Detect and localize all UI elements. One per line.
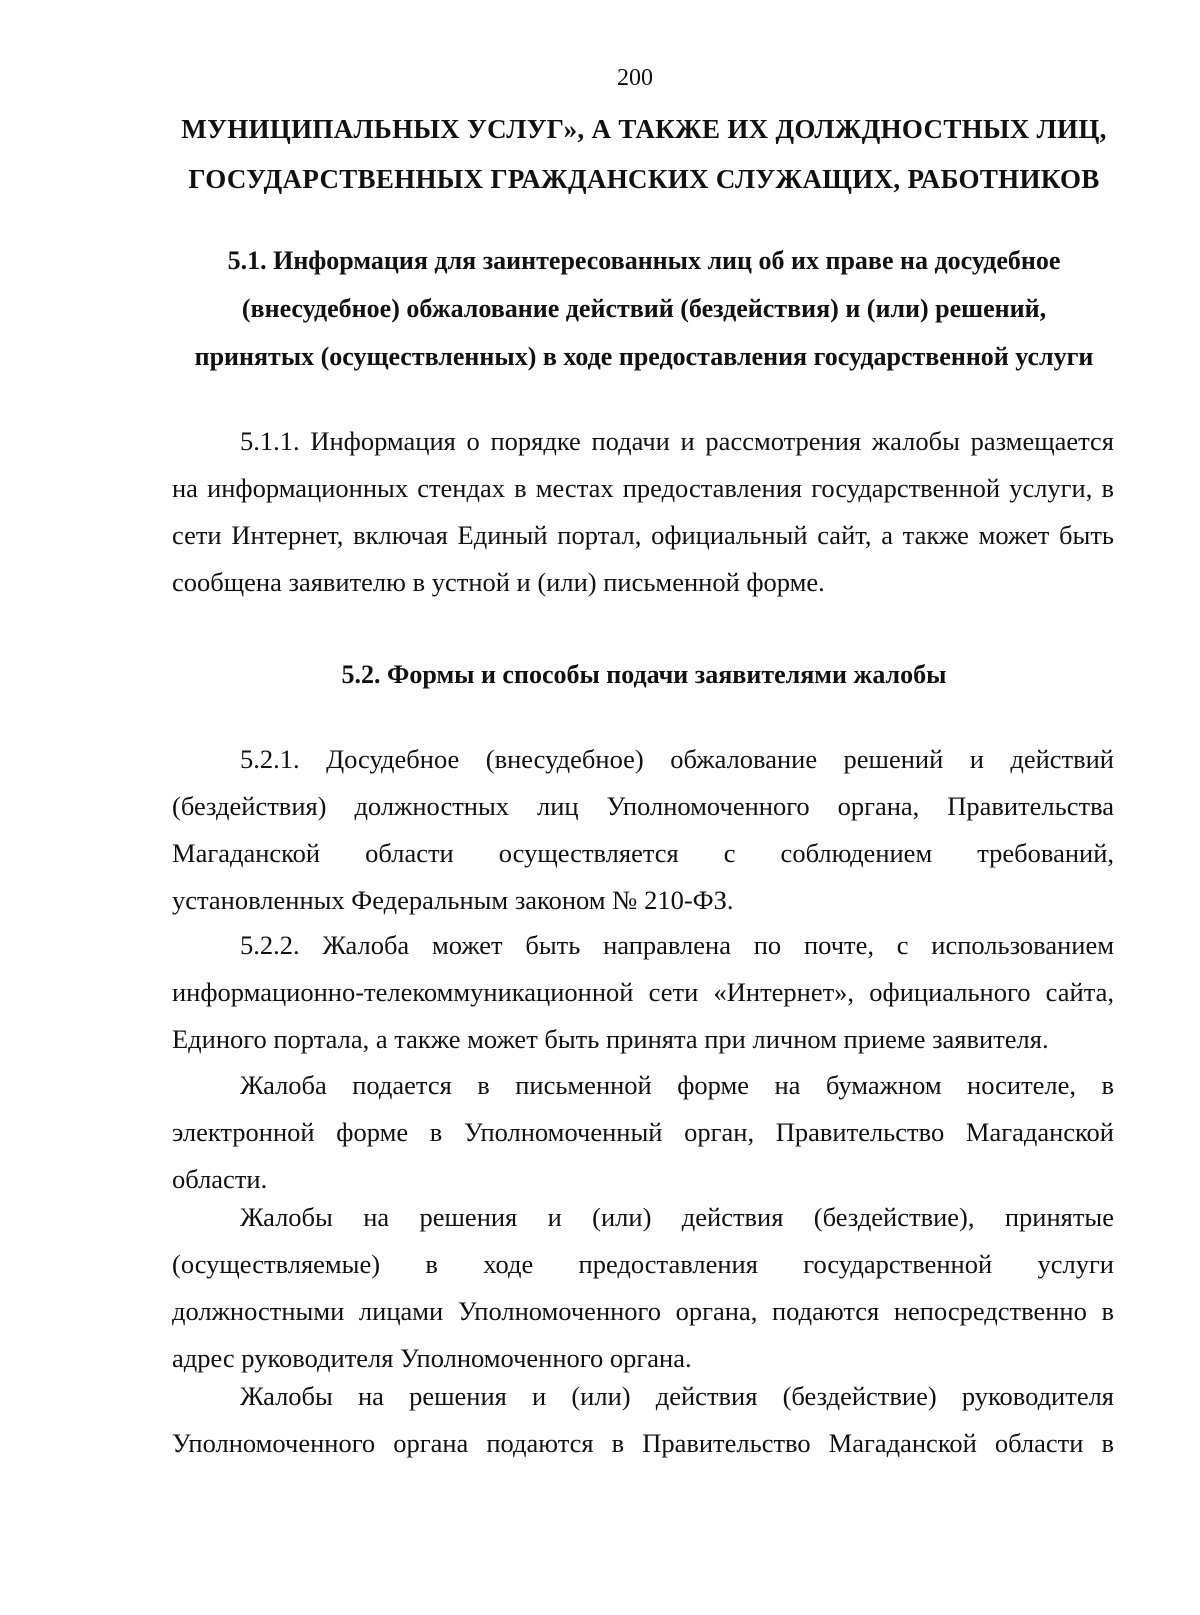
heading-5-1 xyxy=(170,237,1118,381)
paragraph-complaints-head xyxy=(172,1373,1114,1467)
paragraph-line: Уполномоченного органа подаются в Правительство Магаданской области в xyxy=(172,1428,1114,1458)
heading-5-1-line-3: принятых (осуществленных) в ходе предоставления государственной услуги xyxy=(194,342,1094,371)
paragraph-line: адрес руководителя Уполномоченного органа. xyxy=(172,1343,692,1373)
paragraph-line: (бездействия) должностных лиц Уполномоченного органа, Правительства xyxy=(172,791,1114,821)
paragraph-5-2-1 xyxy=(172,736,1114,924)
paragraph-line: Жалобы на решения и (или) действия (бездействие), принятые xyxy=(240,1202,1114,1232)
paragraph-line: электронной форме в Уполномоченный орган, Правительство Магаданской xyxy=(172,1117,1114,1147)
paragraph-complaints-officials xyxy=(172,1194,1114,1382)
section-title-line-2: ГОСУДАРСТВЕННЫХ ГРАЖДАНСКИХ СЛУЖАЩИХ, РАБОТНИКОВ xyxy=(188,164,1100,194)
heading-5-1-line-2: (внесудебное) обжалование действий (бездействия) и (или) решений, xyxy=(241,294,1047,323)
paragraph-line: Жалобы на решения и (или) действия (бездействие) руководителя xyxy=(240,1381,1114,1411)
paragraph-line: на информационных стендах в местах предоставления государственной услуги, в xyxy=(172,473,1114,503)
section-title xyxy=(170,104,1118,204)
paragraph-line: информационно-телекоммуникационной сети «Интернет», официального сайта, xyxy=(172,977,1114,1007)
paragraph-line: сети Интернет, включая Единый портал, официальный сайт, а также может быть xyxy=(172,520,1114,550)
paragraph-line: области. xyxy=(172,1164,268,1194)
paragraph-line: 5.1.1. Информация о порядке подачи и рассмотрения жалобы размещается xyxy=(240,426,1114,456)
paragraph-line: 5.2.2. Жалоба может быть направлена по почте, с использованием xyxy=(240,930,1114,960)
paragraph-complaint-submission xyxy=(172,1062,1114,1203)
section-title-line-1: МУНИЦИПАЛЬНЫХ УСЛУГ», А ТАКЖЕ ИХ ДОЛЖДНОСТНЫХ ЛИЦ, xyxy=(181,114,1107,144)
heading-5-2: 5.2. Формы и способы подачи заявителями жалобы xyxy=(341,660,947,689)
page-number: 200 xyxy=(617,65,653,91)
paragraph-5-1-1 xyxy=(172,418,1114,606)
paragraph-5-2-2 xyxy=(172,922,1114,1063)
heading-5-1-line-1: 5.1. Информация для заинтересованных лиц об их праве на досудебное xyxy=(227,246,1061,275)
paragraph-line: Магаданской области осуществляется с соблюдением требований, xyxy=(172,838,1114,868)
paragraph-line: Жалоба подается в письменной форме на бумажном носителе, в xyxy=(240,1070,1114,1100)
paragraph-line: должностными лицами Уполномоченного органа, подаются непосредственно в xyxy=(172,1296,1114,1326)
paragraph-line: Единого портала, а также может быть принята при личном приеме заявителя. xyxy=(172,1024,1049,1054)
paragraph-line: сообщена заявителю в устной и (или) письменной форме. xyxy=(172,567,825,597)
paragraph-line: (осуществляемые) в ходе предоставления государственной услуги xyxy=(172,1249,1114,1279)
paragraph-line: 5.2.1. Досудебное (внесудебное) обжалование решений и действий xyxy=(240,744,1114,774)
paragraph-line: установленных Федеральным законом № 210-ФЗ. xyxy=(172,885,734,915)
